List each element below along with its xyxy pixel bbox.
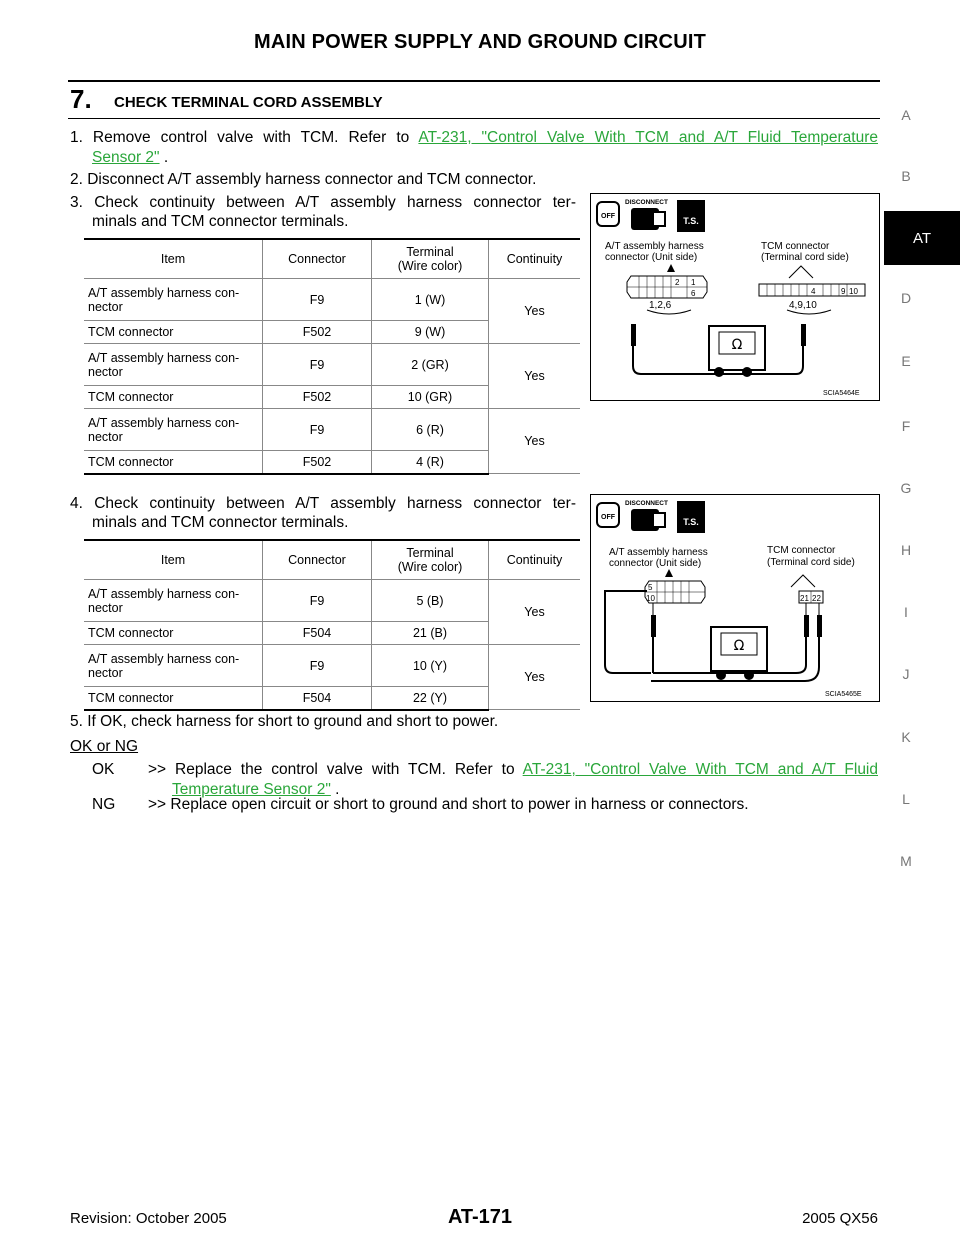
diagram-1-svg (591, 194, 879, 400)
ok-ng-heading: OK or NG (70, 738, 139, 755)
svg-text:T.S.: T.S. (683, 216, 699, 226)
table-header-continuity: Continuity (489, 540, 581, 580)
ohm-icon: Ω (731, 337, 743, 353)
ok-label: OK (92, 761, 115, 778)
instruction-2: 2. Disconnect A/T assembly harness connector and TCM connector. (70, 171, 537, 188)
table-row: A/T assembly harness con- nector F9 6 (R) Yes (84, 409, 580, 451)
continuity-value: Yes (489, 279, 581, 344)
table-header-item: Item (84, 239, 263, 279)
svg-text:OFF: OFF (601, 213, 615, 220)
footer-page-number: AT-171 (447, 1206, 513, 1228)
svg-text:5: 5 (648, 583, 653, 592)
table-header-item: Item (84, 540, 263, 580)
ok-text: >> Replace the control valve with TCM. Refer to AT-231, "Control Valve With TCM and A/T Fluid (148, 761, 878, 778)
ignition-off-icon (597, 503, 619, 527)
table-header-connector: Connector (263, 540, 372, 580)
svg-text:22: 22 (812, 594, 821, 603)
instruction-4: 4. Check continuity between A/T assembly harness connector ter- (70, 495, 576, 512)
svg-text:connector (Unit side): connector (Unit side) (605, 252, 698, 263)
diagram-code: SCIA5464E (823, 390, 860, 397)
instruction-4-cont: minals and TCM connector terminals. (92, 514, 349, 531)
footer-revision: Revision: October 2005 (70, 1210, 227, 1227)
table-row: TCM connector F504 21 (B) (84, 622, 580, 645)
diagram-2-svg (591, 495, 879, 701)
tcm-connector (799, 591, 823, 603)
side-index-h[interactable]: H (900, 542, 912, 558)
title-rule (68, 80, 880, 82)
svg-text:2: 2 (675, 278, 680, 287)
ohm-icon: Ω (733, 638, 745, 654)
at-harness-connector (627, 276, 707, 298)
tester-icon (677, 501, 705, 533)
ohmmeter (709, 326, 765, 377)
svg-text:9: 9 (841, 287, 846, 296)
table-row: A/T assembly harness con- nector F9 5 (B) Yes (84, 580, 580, 622)
ng-label: NG (92, 796, 116, 813)
svg-text:OFF: OFF (601, 514, 615, 521)
page-title: MAIN POWER SUPPLY AND GROUND CIRCUIT (253, 31, 707, 53)
step-number: 7. (70, 84, 92, 114)
table-row: TCM connector F502 9 (W) (84, 321, 580, 344)
side-index-d[interactable]: D (900, 290, 912, 306)
continuity-value: Yes (489, 344, 581, 409)
svg-text:(Terminal cord side): (Terminal cord side) (767, 557, 855, 568)
svg-text:A/T assembly harness: A/T assembly harness (605, 241, 704, 252)
svg-text:21: 21 (800, 594, 809, 603)
connector-diagram-2 (590, 494, 880, 702)
connector-diagram-1 (590, 193, 880, 401)
table-header-connector: Connector (263, 239, 372, 279)
disconnect-label: DISCONNECT (625, 199, 668, 206)
probe-left (631, 324, 636, 346)
continuity-value: Yes (489, 645, 581, 710)
table-row: TCM connector F502 4 (R) (84, 451, 580, 474)
side-index-a[interactable]: A (901, 107, 911, 123)
svg-text:A/T assembly harness: A/T assembly harness (609, 547, 708, 558)
side-index-active-tab[interactable]: AT (884, 211, 960, 265)
table-header-continuity: Continuity (489, 239, 581, 279)
svg-text:(Terminal cord side): (Terminal cord side) (761, 252, 849, 263)
disconnect-connector-icon (631, 208, 665, 230)
instruction-5: 5. If OK, check harness for short to ground and short to power. (70, 713, 499, 730)
table-row: A/T assembly harness con- nector F9 10 (Y) Yes (84, 645, 580, 687)
side-index-g[interactable]: G (900, 480, 912, 496)
right-pin-group: 4,9,10 (789, 300, 817, 311)
table-row: A/T assembly harness con- nector F9 1 (W) Yes (84, 279, 580, 321)
probe-right-1 (804, 615, 809, 637)
continuity-value: Yes (489, 580, 581, 645)
side-index-k[interactable]: K (901, 729, 911, 745)
svg-text:1: 1 (691, 278, 696, 287)
side-index-e[interactable]: E (901, 353, 911, 369)
svg-text:10: 10 (849, 287, 858, 296)
instruction-3-cont: minals and TCM connector terminals. (92, 213, 349, 230)
footer-model: 2005 QX56 (802, 1210, 878, 1227)
probe-left-1 (651, 615, 656, 637)
link-ok-control-valve[interactable]: AT-231, "Control Valve With TCM and A/T Fluid (522, 761, 878, 778)
side-index-m[interactable]: M (900, 853, 912, 869)
table-row: A/T assembly harness con- nector F9 2 (GR) Yes (84, 344, 580, 386)
table-row: TCM connector F502 10 (GR) (84, 386, 580, 409)
link-control-valve-cont[interactable]: Sensor 2" (92, 149, 160, 166)
disconnect-label: DISCONNECT (625, 500, 668, 507)
instruction-1-cont: Sensor 2" . (92, 149, 169, 166)
table-header-terminal: Terminal (Wire color) (372, 540, 489, 580)
table-header-terminal: Terminal (Wire color) (372, 239, 489, 279)
table-row: TCM connector F504 22 (Y) (84, 687, 580, 710)
side-index-i[interactable]: I (904, 604, 908, 620)
disconnect-connector-icon (631, 509, 665, 531)
probe-right (801, 324, 806, 346)
ignition-off-icon (597, 202, 619, 226)
tester-icon (677, 200, 705, 232)
diagram-code: SCIA5465E (825, 691, 862, 698)
svg-text:TCM connector: TCM connector (767, 545, 836, 556)
tcm-connector (759, 284, 865, 296)
instruction-1: 1. Remove control valve with TCM. Refer to AT-231, "Control Valve With TCM and A/T Fluid Temperature (70, 129, 878, 146)
ok-text-cont: Temperature Sensor 2" . (172, 781, 340, 798)
svg-text:10: 10 (646, 594, 655, 603)
probe-right-2 (817, 615, 822, 637)
continuity-value: Yes (489, 409, 581, 474)
side-index-f[interactable]: F (901, 418, 911, 434)
svg-text:connector (Unit side): connector (Unit side) (609, 558, 702, 569)
svg-text:TCM connector: TCM connector (761, 241, 830, 252)
continuity-table-2 (84, 539, 580, 711)
side-index-j[interactable]: J (902, 666, 910, 682)
svg-text:6: 6 (691, 289, 696, 298)
link-ok-control-valve-cont[interactable]: Temperature Sensor 2" (172, 781, 331, 798)
step-rule (68, 118, 880, 119)
svg-text:4: 4 (811, 287, 816, 296)
continuity-table-1 (84, 238, 580, 475)
instruction-3: 3. Check continuity between A/T assembly harness connector ter- (70, 194, 576, 211)
left-pin-group: 1,2,6 (649, 300, 672, 311)
side-index-l[interactable]: L (902, 791, 910, 807)
side-index-b[interactable]: B (901, 168, 911, 184)
ng-text: >> Replace open circuit or short to ground and short to power in harness or connectors. (148, 796, 749, 813)
link-control-valve[interactable]: AT-231, "Control Valve With TCM and A/T Fluid Temperature (418, 129, 878, 146)
at-harness-connector (645, 581, 705, 603)
svg-text:T.S.: T.S. (683, 517, 699, 527)
step-title: CHECK TERMINAL CORD ASSEMBLY (114, 94, 383, 111)
